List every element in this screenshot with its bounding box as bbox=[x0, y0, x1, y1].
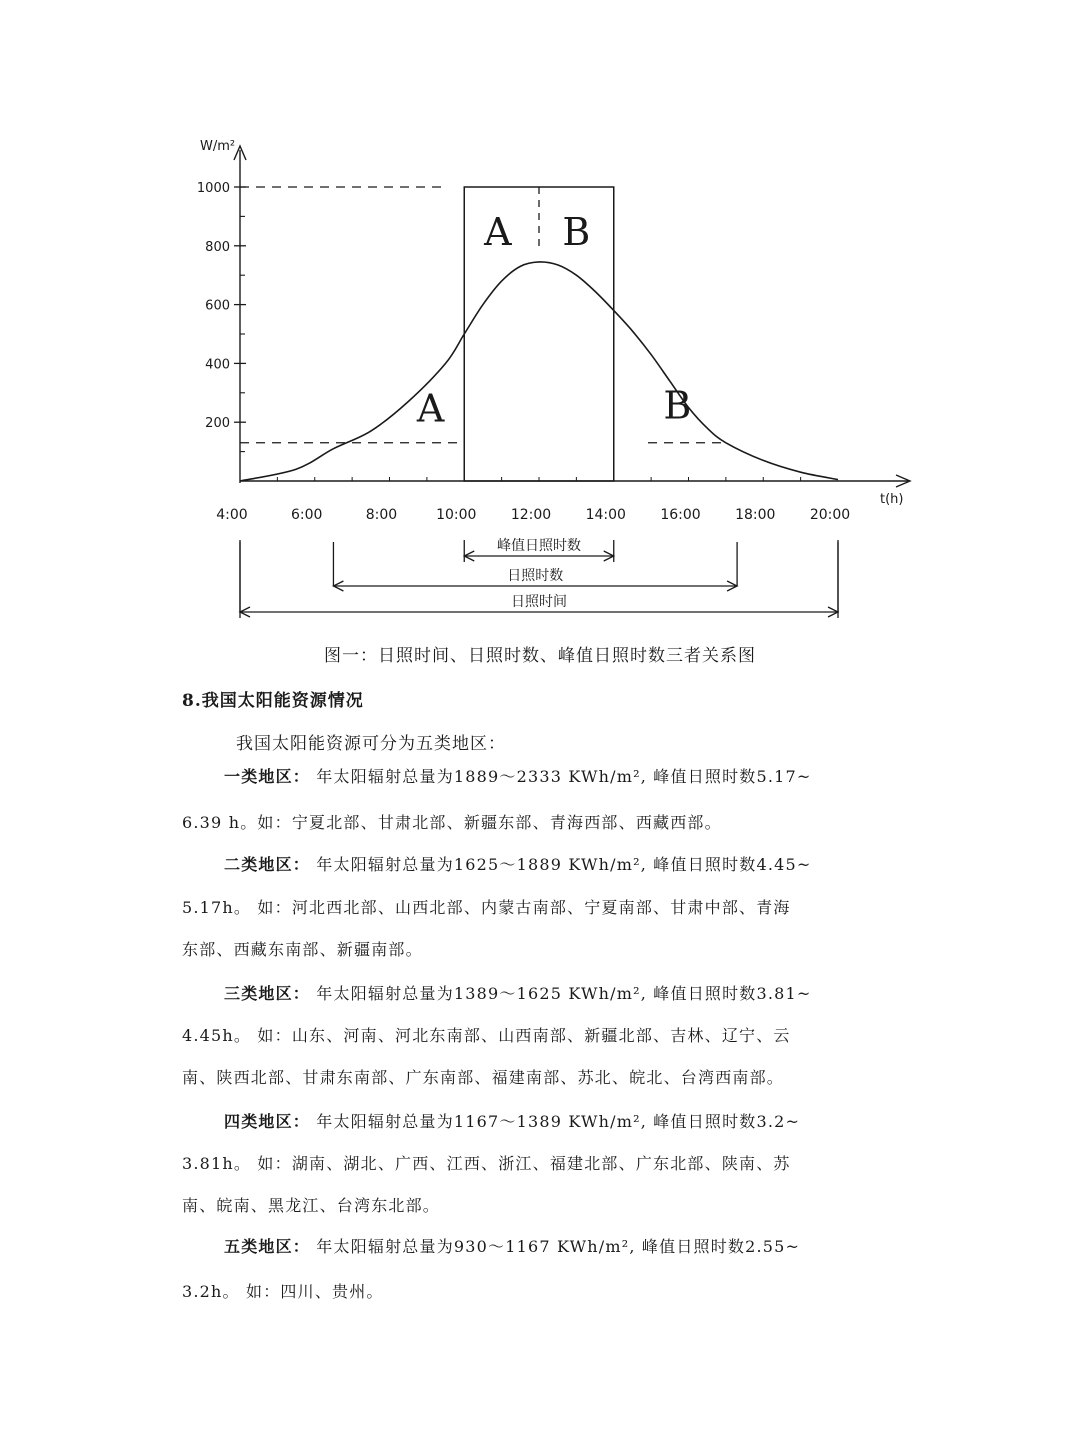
intro-paragraph: 我国太阳能资源可分为五类地区： bbox=[236, 734, 506, 754]
section-title: 8.我国太阳能资源情况 bbox=[182, 691, 364, 711]
figure-caption: 图一：日照时间、日照时数、峰值日照时数三者关系图 bbox=[324, 646, 756, 666]
sunshine-chart bbox=[0, 0, 1080, 640]
x-tick-label: 18:00 bbox=[735, 507, 776, 523]
y-tick-label: 400 bbox=[205, 357, 230, 373]
region-1-line-1: 一类地区： 年太阳辐射总量为1889～2333 KWh/m², 峰值日照时数5.17~ bbox=[224, 767, 812, 786]
region-1-label: 一类地区： bbox=[224, 767, 311, 786]
x-tick-label: 8:00 bbox=[365, 507, 398, 523]
region-5-label: 五类地区： bbox=[224, 1237, 311, 1256]
x-tick-label: 12:00 bbox=[510, 507, 552, 523]
region-3-label: 三类地区： bbox=[224, 984, 311, 1003]
duration-bars bbox=[240, 537, 838, 618]
region-3-line-1: 三类地区： 年太阳辐射总量为1389～1625 KWh/m², 峰值日照时数3.81~ bbox=[224, 984, 812, 1003]
x-tick-label: 20:00 bbox=[809, 507, 851, 523]
x-tick-label: 6:00 bbox=[291, 507, 323, 523]
region-5-line-2: 3.2h。 如：四川、贵州。 bbox=[182, 1282, 384, 1301]
bar-label-3: 日照时间 bbox=[511, 594, 567, 610]
region-2-line-1: 二类地区： 年太阳辐射总量为1625～1889 KWh/m², 峰值日照时数4.45~ bbox=[224, 855, 812, 874]
irradiance-curve bbox=[240, 262, 838, 481]
region-3-line-3: 南、陕西北部、甘肃东南部、广东南部、福建南部、苏北、皖北、台湾西南部。 bbox=[182, 1068, 785, 1087]
y-tick-label: 200 bbox=[205, 416, 230, 432]
region-letter-2: B bbox=[562, 210, 591, 255]
region-letter-1: A bbox=[484, 210, 512, 255]
bar-label-2: 日照时数 bbox=[507, 568, 564, 584]
x-tick-label: 10:00 bbox=[436, 507, 477, 523]
x-axis-label: t(h) bbox=[880, 492, 904, 507]
region-4-label: 四类地区： bbox=[224, 1112, 311, 1131]
region-1-line-2: 6.39 h。如：宁夏北部、甘肃北部、新疆东部、青海西部、西藏西部。 bbox=[182, 813, 722, 832]
x-tick-label: 4:00 bbox=[216, 507, 248, 523]
region-letter-3: A bbox=[416, 386, 445, 431]
x-tick-label: 16:00 bbox=[660, 507, 701, 523]
chart-axes bbox=[234, 146, 910, 487]
region-3-line-2: 4.45h。 如：山东、河南、河北东南部、山西南部、新疆北部、吉林、辽宁、云 bbox=[182, 1026, 791, 1045]
region-4-line-3: 南、皖南、黑龙江、台湾东北部。 bbox=[182, 1196, 441, 1215]
y-tick-label: 600 bbox=[205, 298, 230, 314]
region-2-line-3: 东部、西藏东南部、新疆南部。 bbox=[182, 940, 423, 959]
bar-label-1: 峰值日照时数 bbox=[497, 538, 581, 554]
region-4-line-2: 3.81h。 如：湖南、湖北、广西、江西、浙江、福建北部、广东北部、陕南、苏 bbox=[182, 1154, 791, 1173]
curve-line bbox=[240, 262, 838, 481]
x-tick-label: 14:00 bbox=[585, 507, 626, 523]
y-tick-label: 800 bbox=[205, 239, 230, 255]
chart-labels bbox=[197, 139, 904, 523]
y-axis-label: W/m² bbox=[200, 139, 236, 154]
region-2-line-2: 5.17h。 如：河北西北部、山西北部、内蒙古南部、宁夏南部、甘肃中部、青海 bbox=[182, 898, 791, 917]
region-letter-4: B bbox=[663, 383, 692, 428]
y-tick-label: 1000 bbox=[196, 181, 230, 196]
region-5-line-1: 五类地区： 年太阳辐射总量为930～1167 KWh/m², 峰值日照时数2.55~ bbox=[224, 1237, 801, 1256]
region-4-line-1: 四类地区： 年太阳辐射总量为1167～1389 KWh/m², 峰值日照时数3.2~ bbox=[224, 1112, 801, 1131]
region-2-label: 二类地区： bbox=[224, 855, 311, 874]
